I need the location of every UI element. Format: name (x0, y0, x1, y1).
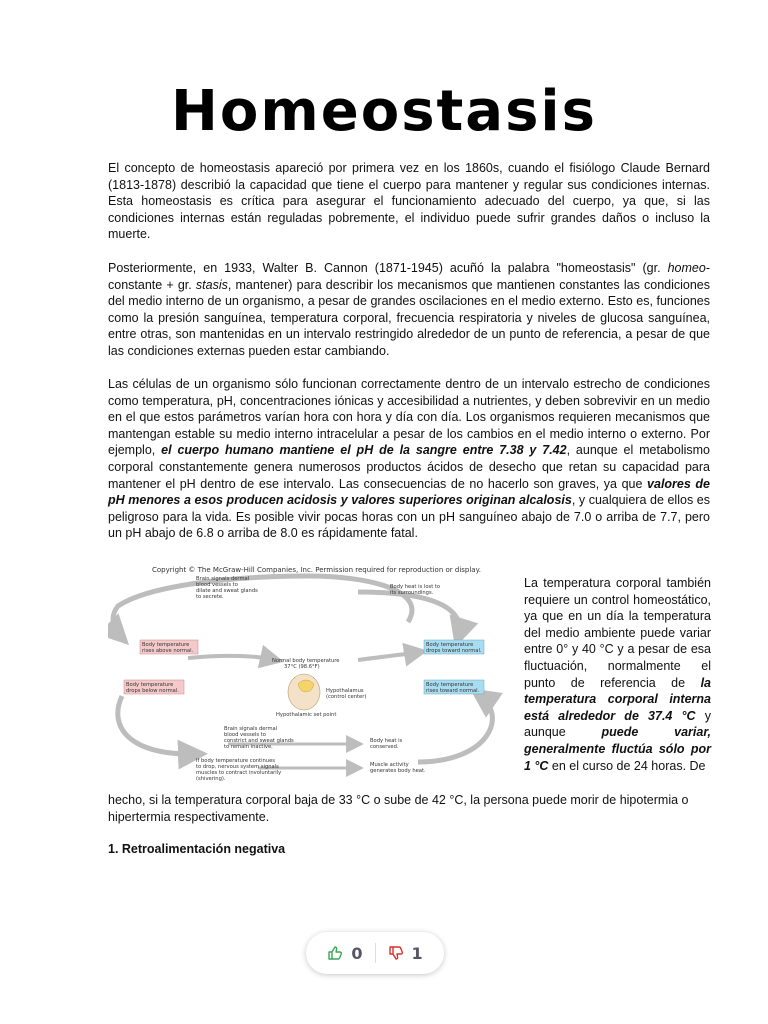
side-text-a: La temperatura corporal también requiere un control homeostático, ya que en un día la temperatura del medio ambiente puede variar entre 0° y 40 °C y a pesar de esa fluctuación, normalmente el punto de referencia de (524, 576, 711, 690)
thumbs-up-icon (327, 945, 343, 961)
fig-muscle-l2: generates body heat. (370, 768, 426, 774)
thumbs-up-button[interactable] (327, 944, 362, 963)
fig-normal-l2: 37°C (98.6°F) (284, 664, 320, 670)
p2-text-a: Posteriormente, en 1933, Walter B. Cannon (1871-1945) acuñó la palabra "homeostasis" (gr. (108, 261, 668, 275)
box-rises-toward-l1: Body temperature (426, 682, 474, 688)
fig-hypothalamus-l1: Hypothalamus (326, 688, 364, 694)
paragraph-temperature (524, 575, 711, 774)
fig-normal-l1: Normal body temperature (272, 658, 340, 664)
center-left-arrow (188, 656, 276, 660)
box-drops-below-l1: Body temperature (126, 682, 174, 688)
fig-shiver-l2: to drop, nervous system signals (196, 764, 279, 770)
fig-shiver-l4: (shivering). (196, 776, 226, 782)
p2-text-c: - constante + gr. (108, 261, 710, 292)
fig-top-left-l1: Brain signals dermal (196, 576, 250, 582)
bottom-right-arrow (418, 694, 492, 762)
p2-term-stasis: stasis (195, 277, 228, 292)
fig-hypothalamus-l2: (control center) (326, 694, 367, 700)
p3-text-c: , aunque el metabolismo corporal constantemente genera numerosos productos ácidos de desecho que retan su capacidad para mantener el pH dentro de ese intervalo. Las consecuencias de no hacerlo son graves, ya que (108, 443, 710, 491)
p3-emph-ph-range: el cuerpo humano mantiene el pH de la sangre entre 7.38 y 7.42 (161, 443, 567, 458)
p2-term-homeo: homeo (667, 261, 706, 275)
p2-text-e: , mantener) para describir los mecanismos que mantienen constantes las condiciones del medio interno de un organismo, a pesar de grandes oscilaciones en el medio externo. Esto es, funciones como la presión sanguínea, temperatura corporal, frecuencia respiratoria y niveles de glucosa sanguínea, entre otras, son mantenidas en un intervalo restringido alrededor de un punto de referencia, a pesar de que las condiciones externas pueden estar cambiando. (108, 277, 711, 358)
thermoregulation-figure (108, 566, 510, 788)
side-emph-range: puede variar, generalmente fluctúa sólo por 1 °C (524, 725, 711, 773)
fig-top-right-l1: Body heat is lost to (390, 584, 441, 590)
fig-top-right-l2: its surroundings. (390, 590, 434, 596)
box-drops-toward-l1: Body temperature (426, 642, 474, 648)
down-vote-count: 1 (411, 943, 423, 963)
side-emph-temp: la temperatura corporal interna está alrededor de 37.4 °C (524, 675, 711, 723)
bottom-left-arrow (118, 696, 198, 754)
up-vote-count: 0 (351, 943, 363, 963)
fig-muscle-l1: Muscle activity (370, 762, 409, 768)
figure-diagram (108, 566, 510, 788)
paragraph-intro: El concepto de homeostasis apareció por primera vez en los 1860s, cuando el fisiólogo Claude Bernard (1813-1878) describió la capacidad que tiene el cuerpo para mantener y regular sus condiciones internas. Esta homeostasis es crítica para asegurar el funcionamiento adecuado del cuerpo, ya que, si las condiciones internas están reguladas pobremente, el individuo puede sufrir grandes daños o incluso la muerte. (108, 161, 710, 242)
side-text-c: y aunque (524, 708, 711, 740)
fig-top-left-l3: dilate and sweat glands (196, 588, 258, 594)
p3-emph-acidosis: valores de pH menores a esos producen acidosis y valores superiores originan alcalosis (108, 476, 711, 508)
fig-shiver-l3: muscles to contract involuntarily (196, 770, 282, 776)
section-heading: 1. Retroalimentación negativa (108, 842, 286, 856)
document-title: Homeostasis (171, 79, 597, 144)
figure-copyright: Copyright © The McGraw-Hill Companies, Inc. Permission required for reproduction or display. (152, 566, 481, 574)
p3-text-a: Las células de un organismo sólo funcionan correctamente dentro de un intervalo estrecho de condiciones como temperatura, pH, concentraciones iónicas y accesibilidad a nutrientes, y deben sobrevivir en un medio en el que estos parámetros varían hora con hora y día con día. Los organismos requieren mecanismos que mantengan estable su medio interno intracelular a pesar de los cambios en el medio interno o externo. Por ejemplo, (108, 377, 710, 458)
thumbs-down-icon (388, 945, 404, 961)
vote-divider (375, 943, 376, 963)
box-rises-above-l1: Body temperature (142, 642, 190, 648)
fig-bottom-left-l4: to remain inactive. (224, 744, 273, 750)
vote-bar (306, 932, 444, 974)
top-left-arrow (113, 576, 412, 638)
paragraph-temperature-continued: hecho, si la temperatura corporal baja de 33 °C o sube de 42 °C, la persona puede morir de hipotermia o hipertermia respectivamente. (108, 793, 689, 824)
fig-conserved-l2: conserved. (370, 744, 399, 750)
fig-set-point: Hypothalamic set point (276, 712, 337, 718)
fig-shiver-l1: If body temperature continues (196, 758, 275, 764)
fig-bottom-left-l1: Brain signals dermal (224, 726, 278, 732)
fig-bottom-left-l3: constrict and sweat glands (224, 738, 294, 744)
fig-top-left-l2: blood vessels to (196, 582, 238, 588)
fig-top-left-l4: to secrete. (196, 594, 224, 600)
paragraph-cannon (108, 260, 710, 360)
side-text-e: en el curso de 24 horas. De (548, 758, 706, 773)
box-rises-above-l2: rises above normal. (142, 648, 194, 654)
fig-bottom-left-l2: blood vessels to (224, 732, 266, 738)
box-drops-below-l2: drops below normal. (126, 688, 179, 694)
p3-text-e: , y cualquiera de ellos es peligroso para la vida. Es posible vivir pocas horas con un pH sanguíneo abajo de 7.0 o arriba de 7.7, pero un pH abajo de 6.8 o arriba de 8.0 es rápidamente fatal. (108, 493, 710, 541)
box-rises-toward-l2: rises toward normal. (426, 688, 480, 694)
box-drops-toward-l2: drops toward normal. (426, 648, 482, 654)
paragraph-cells-ph (108, 376, 710, 542)
center-right-arrow (358, 652, 420, 660)
thumbs-down-button[interactable] (388, 944, 423, 963)
fig-conserved-l1: Body heat is (370, 738, 403, 744)
